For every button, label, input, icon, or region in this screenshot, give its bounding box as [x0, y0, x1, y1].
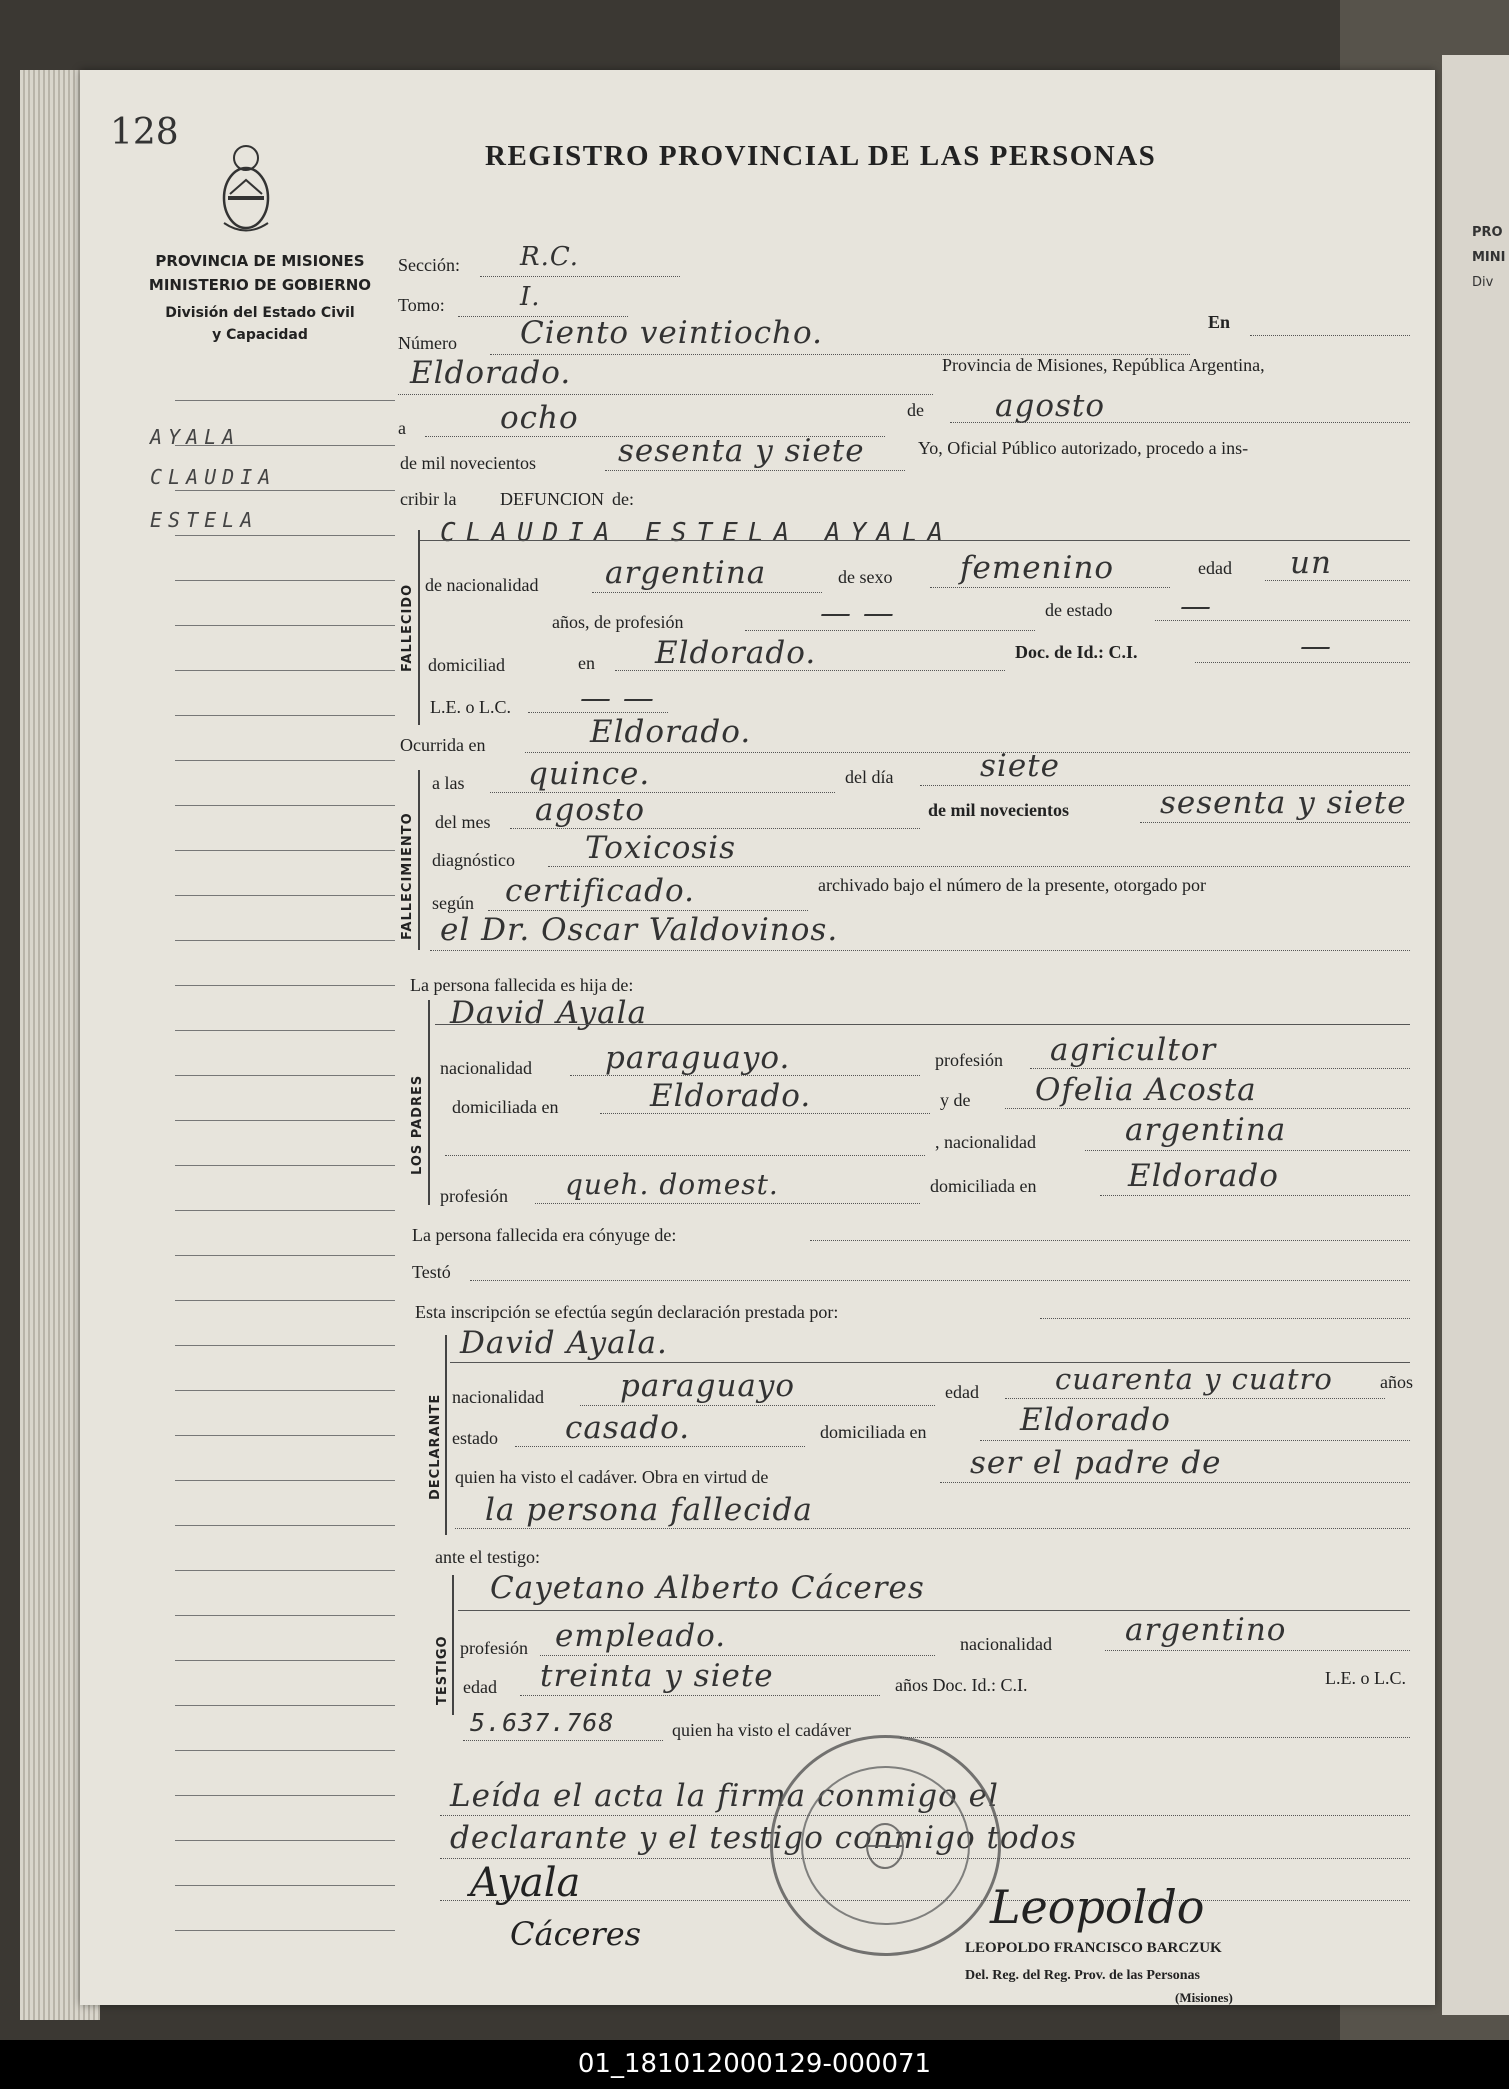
- margin-surname: AYALA: [150, 425, 241, 449]
- declarante-anios-label: años: [1380, 1372, 1413, 1392]
- madre-profesion-value: queh. domest.: [565, 1168, 779, 1201]
- org-division: División del Estado Civil: [165, 305, 355, 321]
- madre-blank-line: [445, 1155, 925, 1156]
- fallecido-name-line: [420, 540, 1410, 541]
- month-line: [950, 422, 1410, 423]
- image-caption: 01_181012000129-000071: [0, 2040, 1509, 2089]
- argentine-coat-of-arms-icon: [218, 128, 274, 238]
- mes-value: agosto: [535, 792, 646, 828]
- madre-domicilio-line: [1100, 1195, 1410, 1196]
- archivado-text: archivado bajo el número de la presente, otorgado por: [818, 875, 1207, 895]
- declarante-signature: Ayala: [470, 1860, 581, 1906]
- next-page-text-3: Div: [1472, 275, 1494, 290]
- day-value: ocho: [500, 400, 579, 436]
- padres-intro: La persona fallecida es hija de:: [410, 975, 634, 995]
- testigo-doc-value: 5.637.768: [470, 1708, 615, 1737]
- doc-value: —: [1300, 628, 1332, 664]
- conyuge-line: [810, 1240, 1410, 1241]
- testigo-edad-value: treinta y siete: [540, 1658, 774, 1694]
- y-de-label: y de: [940, 1090, 971, 1110]
- declarante-domicilio-line: [980, 1440, 1410, 1441]
- anios-profesion-label: años, de profesión: [552, 612, 684, 632]
- demil-label: de mil novecientos: [400, 453, 536, 473]
- testigo-profesion-value: empleado.: [555, 1618, 727, 1654]
- medico-value: el Dr. Oscar Valdovinos.: [440, 912, 839, 948]
- fallecimiento-bracket: [418, 770, 420, 950]
- next-page-edge: [1442, 55, 1509, 2015]
- oficial-text: Yo, Oficial Público autorizado, procedo a ins-: [918, 438, 1249, 458]
- padre-nacionalidad-line: [570, 1075, 920, 1076]
- diagnostico-label: diagnóstico: [432, 850, 515, 870]
- declarante-visto-line1: [940, 1482, 1410, 1483]
- medico-line: [430, 950, 1410, 951]
- de-text: de:: [612, 489, 634, 509]
- del-dia-label: del día: [845, 767, 894, 787]
- declarante-estado-line: [515, 1446, 805, 1447]
- del-mes-label: del mes: [435, 812, 491, 832]
- official-name: LEOPOLDO FRANCISCO BARCZUK: [965, 1940, 1222, 1956]
- padres-section-label: LOS PADRES: [410, 1074, 425, 1175]
- declarante-estado-label: estado: [452, 1428, 498, 1448]
- padres-bracket: [428, 1000, 430, 1205]
- fallecido-name: CLAUDIA ESTELA AYALA: [440, 518, 954, 548]
- declarante-nacionalidad-value: paraguayo: [620, 1368, 796, 1404]
- padre-domiciliada-label: domiciliada en: [452, 1097, 559, 1117]
- testigo-le-label: L.E. o L.C.: [1325, 1668, 1406, 1688]
- year-line: [605, 470, 905, 471]
- dia-value: siete: [980, 748, 1060, 784]
- declarante-domicilio-value: Eldorado: [1020, 1402, 1171, 1438]
- year-value: sesenta y siete: [618, 433, 865, 469]
- domiciliad-label: domiciliad: [428, 655, 505, 675]
- estado-label: de estado: [1045, 600, 1113, 620]
- declarante-nacionalidad-label: nacionalidad: [452, 1387, 544, 1407]
- testigo-anios-doc-label: años Doc. Id.: C.I.: [895, 1675, 1028, 1695]
- madre-nacionalidad-label: , nacionalidad: [935, 1132, 1036, 1152]
- tomo-value: I.: [520, 282, 541, 312]
- numero-value: Ciento veintiocho.: [520, 315, 823, 351]
- testigo-visto-line: [900, 1737, 1410, 1738]
- seal-crest-icon: [858, 1818, 913, 1873]
- testo-line: [470, 1280, 1410, 1281]
- diagnostico-value: Toxicosis: [585, 830, 737, 866]
- nacionalidad-label: de nacionalidad: [425, 575, 539, 595]
- official-signature: Leopoldo: [990, 1880, 1205, 1934]
- padre-name-line: [435, 1024, 1410, 1025]
- a-las-label: a las: [432, 773, 465, 793]
- segun-line: [488, 910, 808, 911]
- anio-value: sesenta y siete: [1160, 785, 1407, 821]
- place-value: Eldorado.: [410, 355, 572, 391]
- official-place: (Misiones): [1175, 1990, 1233, 2005]
- padre-profesion-label: profesión: [935, 1050, 1003, 1070]
- official-title: Del. Reg. del Reg. Prov. de las Personas: [965, 1968, 1200, 1983]
- fallecido-bracket: [418, 530, 420, 725]
- declarante-visto-value2: la persona fallecida: [485, 1492, 813, 1528]
- org-ministry: MINISTERIO DE GOBIERNO: [148, 276, 372, 294]
- doc-line: [1195, 662, 1410, 663]
- declarante-edad-line: [1005, 1398, 1385, 1399]
- edad-value: un: [1290, 545, 1332, 581]
- edad-label: edad: [1198, 558, 1232, 578]
- declarante-estado-value: casado.: [565, 1410, 691, 1446]
- ocurrida-line: [525, 752, 1410, 753]
- declarante-intro: Esta inscripción se efectúa según declaración prestada por:: [415, 1302, 839, 1322]
- conyuge-label: La persona fallecida era cónyuge de:: [412, 1225, 677, 1245]
- madre-profesion-line: [535, 1203, 920, 1204]
- testigo-nacionalidad-line: [1105, 1650, 1410, 1651]
- margin-middle-name: ESTELA: [150, 508, 259, 532]
- testigo-section-label: TESTIGO: [435, 1635, 450, 1705]
- testigo-name: Cayetano Alberto Cáceres: [490, 1570, 925, 1606]
- declarante-domiciliada-label: domiciliada en: [820, 1422, 927, 1442]
- diagnostico-line: [548, 866, 1410, 867]
- testigo-signature: Cáceres: [510, 1915, 642, 1953]
- segun-label: según: [432, 893, 474, 913]
- testigo-profesion-label: profesión: [460, 1638, 528, 1658]
- declarante-visto-line2: [455, 1528, 1410, 1529]
- place-line: [398, 394, 933, 395]
- madre-nacionalidad-line: [1085, 1150, 1410, 1151]
- testigo-bracket: [452, 1575, 454, 1715]
- seccion-label: Sección:: [398, 255, 460, 275]
- numero-label: Número: [398, 333, 457, 353]
- page-title: REGISTRO PROVINCIAL DE LAS PERSONAS: [485, 140, 1157, 172]
- nacionalidad-line: [592, 592, 822, 593]
- domicilio-line: [615, 670, 1005, 671]
- edad-line: [1265, 580, 1410, 581]
- margin-first-name: CLAUDIA: [150, 465, 277, 489]
- org-capacity: y Capacidad: [212, 327, 308, 343]
- padre-domicilio-line: [600, 1113, 930, 1114]
- next-page-text-1: PRO: [1472, 225, 1503, 240]
- ocurrida-value: Eldorado.: [590, 714, 752, 750]
- sexo-line: [930, 587, 1170, 588]
- declarante-visto-value1: ser el padre de: [970, 1445, 1222, 1481]
- testigo-edad-label: edad: [463, 1677, 497, 1697]
- next-page-text-2: MINI: [1472, 250, 1506, 265]
- profesion-value: — —: [820, 595, 895, 631]
- madre-name-line: [1005, 1108, 1410, 1109]
- defuncion-text: DEFUNCION: [500, 489, 605, 509]
- domicilio-value: Eldorado.: [655, 635, 817, 671]
- seccion-value: R.C.: [520, 242, 580, 272]
- declarante-section-label: DECLARANTE: [428, 1393, 443, 1500]
- seccion-line: [480, 276, 680, 277]
- le-line: [528, 712, 668, 713]
- segun-value: certificado.: [505, 873, 695, 909]
- estado-line: [1155, 620, 1410, 621]
- le-value: — —: [580, 680, 655, 716]
- tomo-label: Tomo:: [398, 295, 445, 315]
- fallecido-section-label: FALLECIDO: [400, 583, 415, 672]
- testigo-intro: ante el testigo:: [435, 1547, 540, 1567]
- domicilio-en-label: en: [578, 653, 595, 673]
- testigo-edad-line: [520, 1695, 880, 1696]
- declarante-nacionalidad-line: [580, 1405, 935, 1406]
- padre-nacionalidad-value: paraguayo.: [605, 1040, 791, 1076]
- madre-domicilio-value: Eldorado: [1128, 1158, 1279, 1194]
- org-province: PROVINCIA DE MISIONES: [155, 252, 365, 270]
- padre-profesion-value: agricultor: [1050, 1032, 1217, 1068]
- provincia-text: Provincia de Misiones, República Argentina,: [942, 355, 1265, 375]
- padre-domicilio-value: Eldorado.: [650, 1078, 812, 1114]
- page-number: 128: [110, 112, 179, 153]
- en-line: [1250, 335, 1410, 336]
- mes-line: [510, 828, 920, 829]
- le-label: L.E. o L.C.: [430, 697, 511, 717]
- closing-line-2: declarante y el testigo conmigo todos: [450, 1820, 1077, 1856]
- padre-name: David Ayala: [450, 995, 647, 1031]
- testigo-nacionalidad-label: nacionalidad: [960, 1634, 1052, 1654]
- padre-profesion-line: [1030, 1068, 1410, 1069]
- declarante-bracket: [445, 1335, 447, 1535]
- testigo-visto-label: quien ha visto el cadáver: [672, 1720, 851, 1740]
- closing-line-1: Leída el acta la firma conmigo el: [450, 1778, 999, 1814]
- testigo-profesion-line: [540, 1655, 935, 1656]
- testigo-nacionalidad-value: argentino: [1125, 1612, 1287, 1648]
- declarante-name: David Ayala.: [460, 1325, 668, 1361]
- sexo-value: femenino: [960, 550, 1115, 586]
- madre-profesion-label: profesión: [440, 1186, 508, 1206]
- madre-domiciliada-label: domiciliada en: [930, 1176, 1037, 1196]
- declarante-intro-line: [1040, 1318, 1410, 1319]
- doc-label: Doc. de Id.: C.I.: [1015, 642, 1138, 662]
- declarante-edad-value: cuarenta y cuatro: [1055, 1362, 1333, 1396]
- en-label: En: [1208, 312, 1231, 332]
- hora-value: quince.: [528, 756, 651, 792]
- official-seal-stamp: [770, 1735, 1001, 1956]
- month-value: agosto: [995, 388, 1106, 424]
- de-label: de: [907, 400, 924, 420]
- profesion-line: [745, 630, 1035, 631]
- demil2-label: de mil novecientos: [928, 800, 1069, 820]
- madre-name: Ofelia Acosta: [1035, 1072, 1257, 1108]
- declarante-edad-label: edad: [945, 1382, 979, 1402]
- fallecimiento-section-label: FALLECIMIENTO: [400, 812, 415, 940]
- anio-line: [1140, 822, 1410, 823]
- ocurrida-label: Ocurrida en: [400, 735, 486, 755]
- inscribir-text: cribir la: [400, 489, 457, 509]
- testo-label: Testó: [412, 1262, 451, 1282]
- a-label: a: [398, 418, 406, 438]
- nacionalidad-value: argentina: [605, 555, 767, 591]
- testigo-name-line: [458, 1610, 1410, 1611]
- sexo-label: de sexo: [838, 567, 893, 587]
- declarante-visto-label: quien ha visto el cadáver. Obra en virtud de: [455, 1467, 769, 1487]
- padre-nacionalidad-label: nacionalidad: [440, 1058, 532, 1078]
- testigo-doc-line: [463, 1740, 663, 1741]
- madre-nacionalidad-value: argentina: [1125, 1112, 1287, 1148]
- estado-value: —: [1180, 588, 1212, 624]
